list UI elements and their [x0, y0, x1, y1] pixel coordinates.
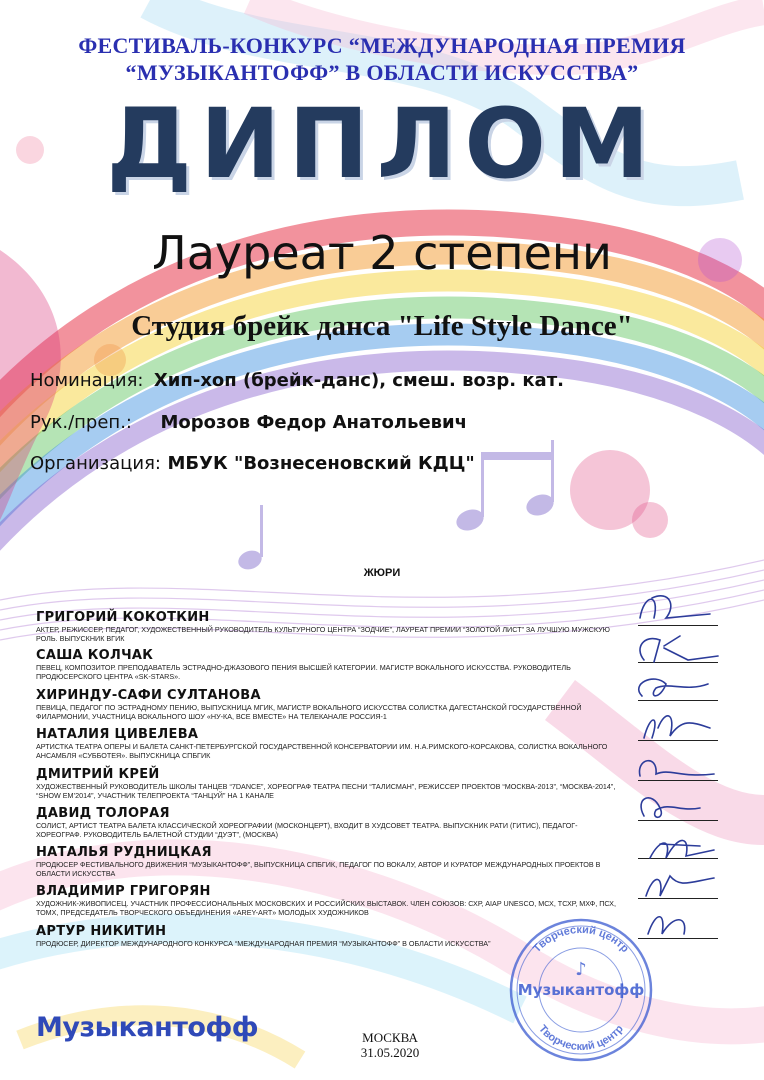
nomination-row: [30, 370, 564, 391]
jury-member: [36, 688, 616, 721]
svg-text:Творческий центр: [536, 1023, 626, 1053]
jury-member-desc: ХУДОЖНИК-ЖИВОПИСЕЦ. УЧАСТНИК ПРОФЕССИОНАЛЬНЫХ МОСКОВСКИХ И РОССИЙСКИХ ВЫСТАВОК. ЧЛЕН СОЮЗОВ: СХР, AIAP UNESCO, МСХ, ТСХР, МХФ, ПСХ, ТОМХ, ПРЕДСЕДАТЕЛЬ ТВОРЧЕСКОГО ОБЪЕДИНЕНИЯ «AREY-ART» МОЛОДЫХ ХУДОЖНИКОВ: [36, 899, 616, 917]
leader-label: Рук./преп.:: [30, 412, 132, 433]
jury-member-name: ДМИТРИЙ КРЕЙ: [36, 767, 160, 782]
jury-member-desc: СОЛИСТ, АРТИСТ ТЕАТРА БАЛЕТА КЛАССИЧЕСКОЙ ХОРЕОГРАФИИ (МОСКОНЦЕРТ), ВХОДИТ В ХУДСОВЕТ ТЕАТРА. ВЫПУСКНИК РАТИ (ГИТИС), ПЕДАГОГ-ХОРЕОГРАФ. РУКОВОДИТЕЛЬ БАЛЕТНОЙ СТУДИИ “ДУЭТ”, (МОСКВА): [36, 821, 578, 839]
organization-row: [30, 453, 475, 474]
jury-member-name: ГРИГОРИЙ КОКОТКИН: [36, 610, 210, 625]
participant-name: Студия брейк данса "Life Style Dance": [131, 310, 633, 342]
jury-member-name: НАТАЛЬЯ РУДНИЦКАЯ: [36, 845, 212, 860]
jury-signatures: [630, 588, 730, 948]
stamp-center-text: Музыкантофф: [517, 981, 645, 999]
jury-member-name: АРТУР НИКИТИН: [36, 924, 167, 939]
organization-value: МБУК "Вознесеновский КДЦ": [167, 453, 475, 474]
jury-member-name: НАТАЛИЯ ЦИВЕЛЕВА: [36, 727, 199, 742]
jury-member-desc: ХУДОЖЕСТВЕННЫЙ РУКОВОДИТЕЛЬ ШКОЛЫ ТАНЦЕВ “7DANCE”, ХОРЕОГРАФ ТЕАТРА ПЕСНИ “ТАЛИСМАН”, РЕЖИССЕР ПРОЕКТОВ “МОСКВА-2013”, “МОСКВА-2014”, “SHOW EM’2014”, УЧАСТНИК ТЕЛЕПРОЕКТА “ТАНЦУЙ” НА 1 КАНАЛЕ: [36, 782, 616, 800]
music-note-icon: ♪: [575, 959, 587, 980]
jury-member-name: ХИРИНДУ-САФИ СУЛТАНОВА: [36, 688, 261, 703]
diploma-title: ДИПЛОМ: [106, 88, 658, 200]
organization-label: Организация:: [30, 453, 161, 474]
jury-member: [36, 884, 616, 917]
jury-member-desc: АКТЕР, РЕЖИССЕР, ПЕДАГОГ, ХУДОЖЕСТВЕННЫЙ РУКОВОДИТЕЛЬ КУЛЬТУРНОГО ЦЕНТРА “ЗОДЧИЕ”, ЛАУРЕАТ ПРЕМИИ “ЗОЛОТОЙ ЛИСТ” ЗА ЛУЧШУЮ МУЖСКУЮ РОЛЬ. ВЫПУСКНИК ВГИК: [36, 625, 610, 643]
stamp-bottom-text: Творческий центр: [536, 1022, 626, 1054]
jury-member: [36, 845, 616, 878]
festival-title-line1: ФЕСТИВАЛЬ-КОНКУРС “МЕЖДУНАРОДНАЯ ПРЕМИЯ: [78, 33, 686, 58]
laureate-degree: Лауреат 2 степени: [152, 226, 612, 280]
jury-member-name: ВЛАДИМИР ГРИГОРЯН: [36, 884, 211, 899]
nomination-value: Хип-хоп (брейк-данс), смеш. возр. кат.: [153, 370, 564, 391]
leader-row: [30, 412, 467, 433]
jury-member-desc: ПРОДЮСЕР, ДИРЕКТОР МЕЖДУНАРОДНОГО КОНКУРСА “МЕЖДУНАРОДНАЯ ПРЕМИЯ “МУЗЫКАНТОФФ” В ОБЛАСТИ ИСКУССТВА”: [36, 939, 491, 948]
date: 31.05.2020: [360, 1045, 420, 1060]
stamp-top-text: Творческий центр: [531, 923, 631, 956]
organization-stamp: [506, 915, 656, 1065]
jury-member-name: САША КОЛЧАК: [36, 648, 154, 663]
jury-member-desc: ПЕВЕЦ, КОМПОЗИТОР. ПРЕПОДАВАТЕЛЬ ЭСТРАДНО-ДЖАЗОВОГО ПЕНИЯ ВЫСШЕЙ КАТЕГОРИИ. МАГИСТР ВОКАЛЬНОГО ИСКУССТВА. РУКОВОДИТЕЛЬ ПРОДЮСЕРСКОГО ЦЕНТРА «SK-STARS».: [36, 663, 571, 681]
jury-member-desc: АРТИСТКА ТЕАТРА ОПЕРЫ И БАЛЕТА САНКТ-ПЕТЕРБУРГСКОЙ ГОСУДАРСТВЕННОЙ КОНСЕРВАТОРИИ ИМ. Н.А.РИМСКОГО-КОРСАКОВА, СОЛИСТКА ВОКАЛЬНОГО АНСАМБЛЯ «СУББОТЕЯ». ВЫПУСКНИЦА СПБГИК: [36, 742, 608, 760]
festival-title-line2: “МУЗЫКАНТОФФ” В ОБЛАСТИ ИСКУССТВА”: [125, 60, 639, 85]
musicantoff-logo: Музыкантофф: [36, 1012, 259, 1043]
jury-member: [36, 648, 616, 681]
nomination-label: Номинация:: [30, 370, 144, 391]
jury-member: [36, 806, 616, 839]
jury-title: ЖЮРИ: [363, 567, 401, 579]
jury-member: [36, 767, 616, 800]
jury-member: [36, 727, 616, 760]
jury-member-name: ДАВИД ТОЛОРАЯ: [36, 806, 170, 821]
jury-member-desc: ПЕВИЦА, ПЕДАГОГ ПО ЭСТРАДНОМУ ПЕНИЮ, ВЫПУСКНИЦА МГИК, МАГИСТР ВОКАЛЬНОГО ИСКУССТВА СОЛИСТКА ДАГЕСТАНСКОЙ ГОСУДАРСТВЕННОЙ ФИЛАРМОНИИ, УЧАСТНИЦА ВОКАЛЬНОГО ШОУ «НУ-КА, ВСЕ ВМЕСТЕ» НА ТЕЛЕКАНАЛЕ РОССИЯ-1: [36, 703, 582, 721]
leader-value: Морозов Федор Анатольевич: [160, 412, 468, 433]
city: МОСКВА: [362, 1030, 418, 1045]
jury-member-desc: ПРОДЮСЕР ФЕСТИВАЛЬНОГО ДВИЖЕНИЯ “МУЗЫКАНТОФФ”, ВЫПУСКНИЦА СПБГИК, ПЕДАГОГ ПО ВОКАЛУ, АВТОР И КУРАТОР МЕЖДУНАРОДНЫХ ПРОЕКТОВ В ОБЛАСТИ ИСКУССТВА: [36, 860, 601, 878]
jury-member: [36, 610, 616, 643]
